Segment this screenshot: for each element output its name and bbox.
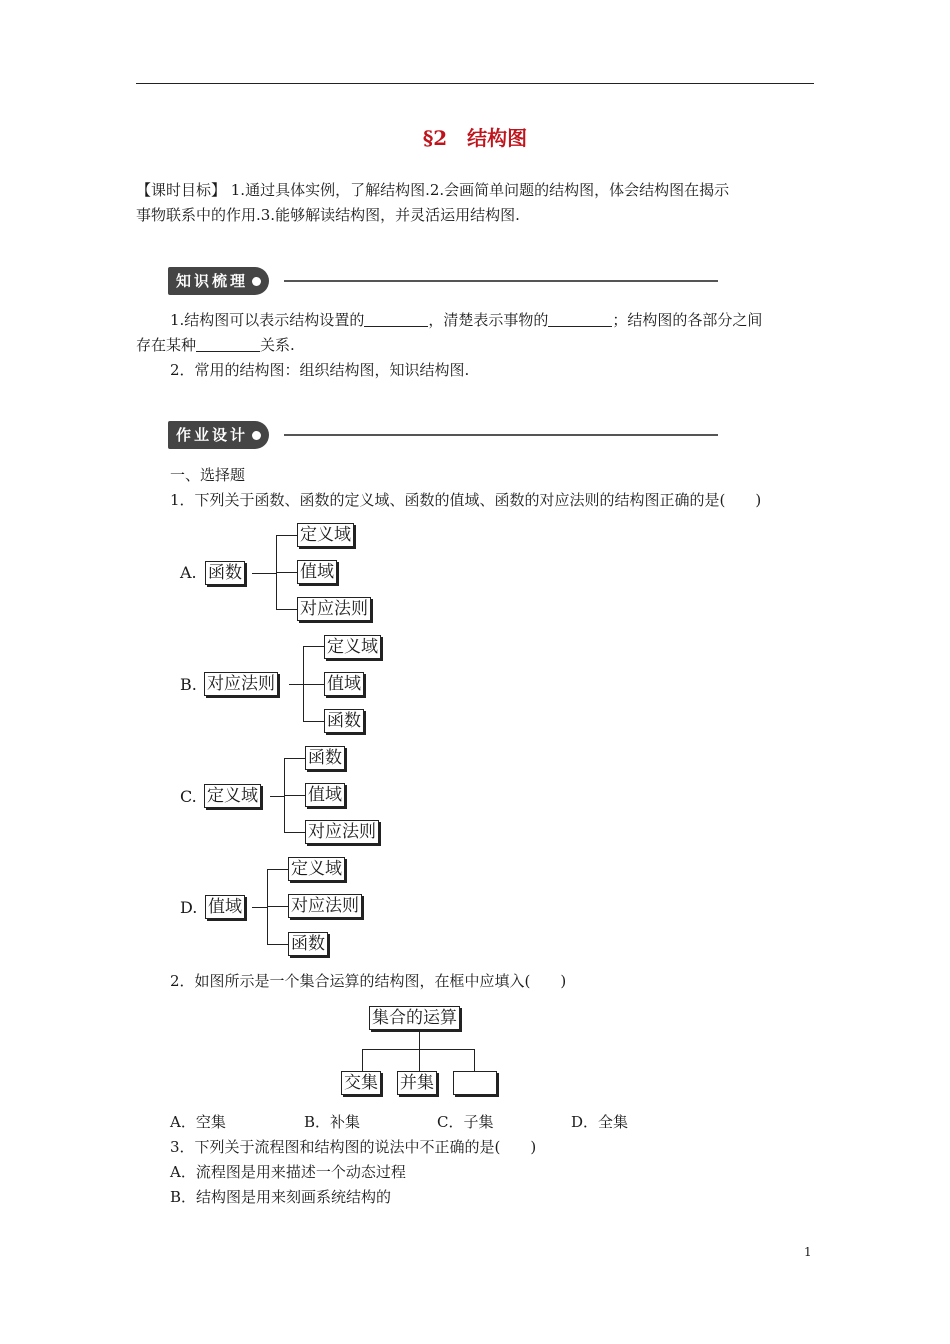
connector-line [276, 609, 297, 610]
connector-line [252, 907, 267, 908]
section-tag: 知识梳理 [168, 267, 269, 295]
connector-line [270, 796, 284, 797]
connector-line [252, 573, 276, 574]
bullet-dot-icon [252, 277, 261, 286]
connector-line [303, 721, 324, 722]
q2-choice-c: C．子集 [437, 1113, 494, 1131]
banner-rule [284, 434, 718, 436]
connector-line [284, 832, 305, 833]
section-banner-homework [168, 421, 728, 449]
diagram-b-root-box: 对应法则 [204, 672, 278, 696]
section-tag: 作业设计 [168, 421, 269, 449]
page-title: §2 结构图 [422, 126, 528, 150]
diagram-d-root-box: 值域 [205, 895, 245, 919]
diagram-2-root-box: 集合的运算 [369, 1006, 460, 1030]
diagram-b-child-box: 定义域 [324, 635, 381, 659]
diagram-d-child-box: 对应法则 [288, 894, 362, 918]
knowledge-item-1: 1.结构图可以表示结构设置的 ，清楚表示事物的 ；结构图的各部分之间 [170, 311, 763, 329]
option-b-label: B. [180, 675, 197, 694]
q2-choice-a: A．空集 [170, 1113, 226, 1131]
q3-choice-b: B．结构图是用来刻画系统结构的 [170, 1188, 392, 1206]
connector-line [267, 869, 288, 870]
part-heading: 一、选择题 [170, 466, 246, 484]
diagram-b-child-box: 函数 [324, 709, 364, 733]
connector-line [267, 944, 288, 945]
diagram-2-empty-box [453, 1071, 497, 1095]
connector-line [303, 646, 324, 647]
connector-line [419, 1049, 420, 1071]
connector-line [276, 535, 297, 536]
connector-line [289, 684, 303, 685]
connector-line [267, 906, 288, 907]
objectives-line-1: 【课时目标】 1.通过具体实例，了解结构图.2.会画简单问题的结构图，体会结构图在揭示 [136, 181, 730, 199]
page-number: 1 [804, 1245, 812, 1259]
question-3-stem: 3．下列关于流程图和结构图的说法中不正确的是( ) [170, 1138, 537, 1156]
connector-line [419, 1031, 420, 1049]
diagram-c-child-box: 值域 [305, 783, 345, 807]
connector-line [276, 572, 297, 573]
knowledge-item-2: 2．常用的结构图：组织结构图，知识结构图. [170, 361, 470, 379]
diagram-b-child-box: 值域 [324, 672, 364, 696]
diagram-d-child-box: 定义域 [288, 857, 345, 881]
diagram-a-root-box: 函数 [205, 561, 245, 585]
option-d-label: D. [180, 898, 198, 917]
option-a-label: A. [180, 563, 197, 582]
option-c-label: C. [180, 787, 197, 806]
connector-line [362, 1049, 363, 1071]
connector-line [284, 795, 305, 796]
diagram-a-child-box: 定义域 [297, 523, 354, 547]
diagram-c-root-box: 定义域 [204, 784, 261, 808]
diagram-d-child-box: 函数 [288, 932, 328, 956]
fill-blank [364, 310, 428, 327]
bullet-dot-icon [252, 431, 261, 440]
diagram-2-child-box: 交集 [341, 1071, 381, 1095]
header-rule [136, 83, 814, 84]
objectives-line-2: 事物联系中的作用.3.能够解读结构图，并灵活运用结构图. [136, 206, 520, 224]
fill-blank [196, 335, 260, 352]
fill-blank [548, 310, 612, 327]
question-2-stem: 2．如图所示是一个集合运算的结构图，在框中应填入( ) [170, 972, 567, 990]
diagram-2-child-box: 并集 [397, 1071, 437, 1095]
diagram-c-child-box: 函数 [305, 746, 345, 770]
question-1-stem: 1．下列关于函数、函数的定义域、函数的值域、函数的对应法则的结构图正确的是( ) [170, 491, 762, 509]
banner-rule [284, 280, 718, 282]
q2-choice-d: D．全集 [571, 1113, 629, 1131]
connector-line [284, 758, 305, 759]
diagram-a-child-box: 值域 [297, 560, 337, 584]
connector-line [362, 1049, 474, 1050]
connector-line [303, 684, 324, 685]
q3-choice-a: A．流程图是用来描述一个动态过程 [170, 1163, 406, 1181]
section-banner-knowledge [168, 267, 728, 295]
q2-choice-b: B．补集 [304, 1113, 361, 1131]
knowledge-item-1-cont: 存在某种 关系. [136, 336, 295, 354]
diagram-c-child-box: 对应法则 [305, 820, 379, 844]
diagram-a-child-box: 对应法则 [297, 597, 371, 621]
connector-line [474, 1049, 475, 1071]
